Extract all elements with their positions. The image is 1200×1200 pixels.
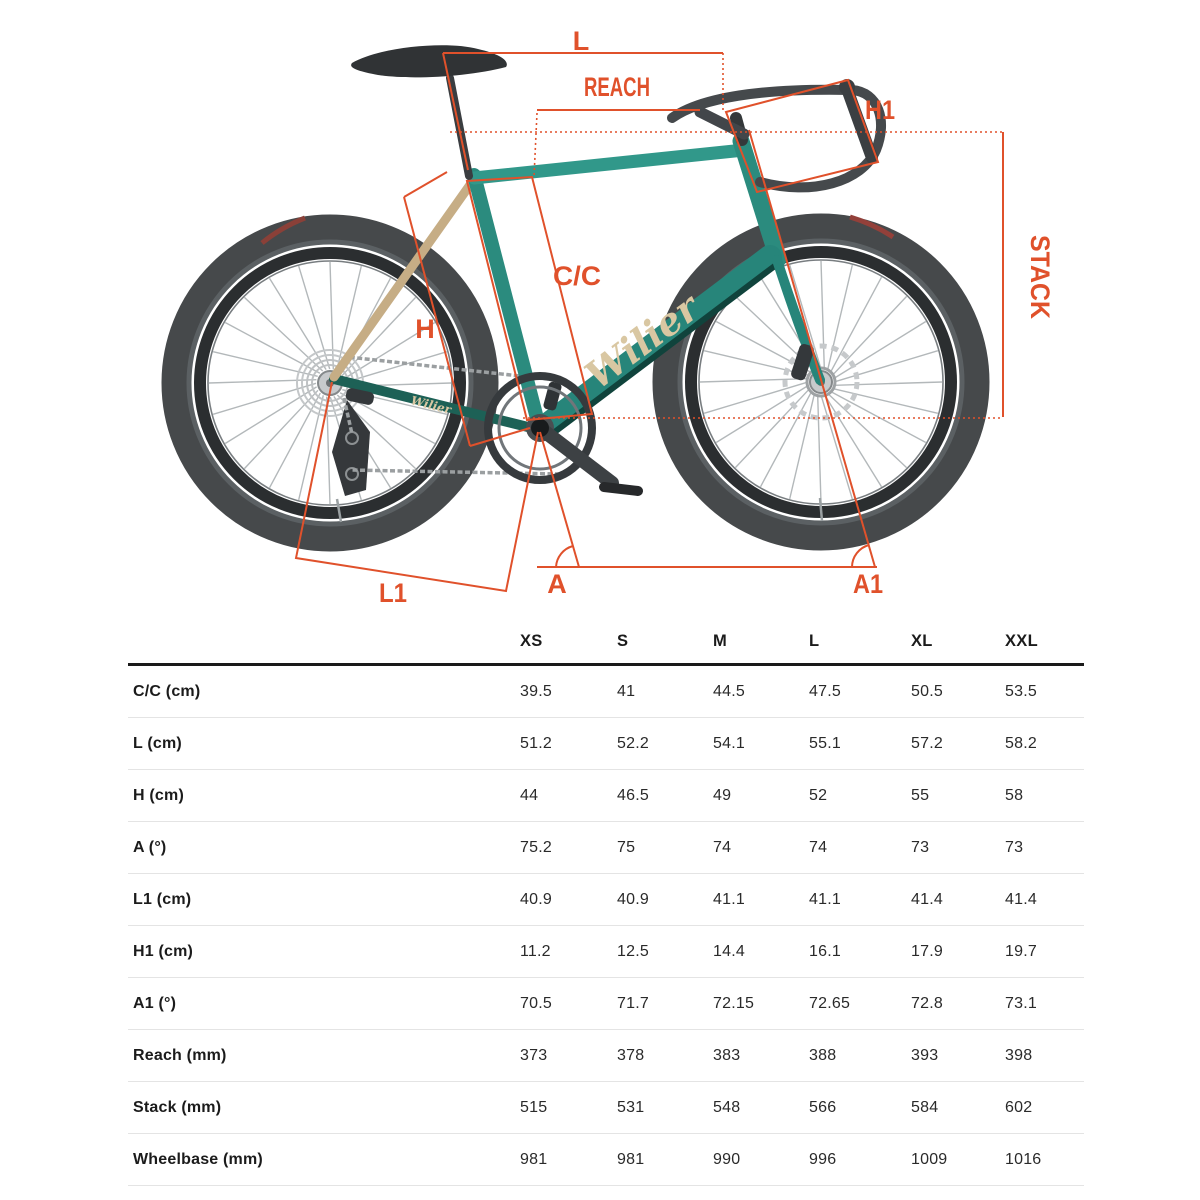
cell: 1016 [1005,1150,1042,1168]
cell: 19.7 [1005,942,1037,960]
cell: 72.15 [713,994,755,1012]
cell: 41.4 [911,890,943,908]
cell: 373 [520,1046,548,1064]
table-row [128,666,1084,718]
cell: 73 [1005,838,1024,856]
cell: 71.7 [617,994,649,1012]
downtube-brand-logo: Wilier [576,284,708,398]
cell: 1009 [911,1150,948,1168]
label-reach: REACH [584,72,650,102]
geometry-table [128,619,1084,1186]
cell: 46.5 [617,786,649,804]
cell: 981 [520,1150,548,1168]
cell: 11.2 [520,942,551,960]
table-row [128,1082,1084,1134]
cell: 17.9 [911,942,943,960]
table-row [128,926,1084,978]
table-row [128,874,1084,926]
cell: 515 [520,1098,548,1116]
label-stack: STACK [1025,235,1055,326]
table-row [128,718,1084,770]
cell: 16.1 [809,942,841,960]
label-a1: A1 [853,569,883,599]
h-tick [404,172,447,197]
cell: 72.65 [809,994,851,1012]
table-header-row [128,619,1084,663]
pedal [604,487,638,491]
cell: 74 [713,838,732,856]
label-a: A [547,569,567,599]
a1-angle-arc [852,545,869,567]
row-label: L1 (cm) [133,890,192,908]
cell: 378 [617,1046,645,1064]
cell: 566 [809,1098,837,1116]
table-row [128,978,1084,1030]
table-row [128,1134,1084,1186]
cell: 57.2 [911,734,943,752]
cell: 55 [911,786,930,804]
col-header-xl: XL [911,631,933,650]
row-label: Wheelbase (mm) [133,1150,263,1168]
col-header-m: M [713,631,728,650]
cell: 58.2 [1005,734,1037,752]
cell: 40.9 [617,890,649,908]
cell: 53.5 [1005,682,1037,700]
cell: 40.9 [520,890,552,908]
cell: 72.8 [911,994,943,1012]
table-row [128,1030,1084,1082]
cell: 14.4 [713,942,745,960]
cell: 44.5 [713,682,745,700]
col-header-l: L [809,631,820,650]
row-label: A (°) [133,838,167,856]
row-label: Reach (mm) [133,1046,227,1064]
cell: 388 [809,1046,837,1064]
cell: 74 [809,838,828,856]
row-label: H1 (cm) [133,942,194,960]
chainstay-brand-logo: Wilier [409,393,453,417]
cell: 58 [1005,786,1024,804]
col-header-s: S [617,631,629,650]
cell: 602 [1005,1098,1033,1116]
cell: 996 [809,1150,837,1168]
cell: 47.5 [809,682,841,700]
cell: 75.2 [520,838,552,856]
cell: 393 [911,1046,939,1064]
cell: 73 [911,838,930,856]
cell: 41.1 [713,890,745,908]
cell: 981 [617,1150,645,1168]
cell: 548 [713,1098,741,1116]
row-label: A1 (°) [133,994,177,1012]
cell: 52.2 [617,734,649,752]
cell: 531 [617,1098,645,1116]
cell: 75 [617,838,636,856]
cell: 52 [809,786,828,804]
table-row [128,822,1084,874]
cell: 990 [713,1150,741,1168]
cell: 55.1 [809,734,841,752]
cell: 44 [520,786,539,804]
table-row [128,770,1084,822]
row-label: C/C (cm) [133,682,201,700]
cell: 41.1 [809,890,841,908]
cell: 51.2 [520,734,552,752]
cell: 12.5 [617,942,649,960]
row-label: Stack (mm) [133,1098,222,1116]
cell: 41.4 [1005,890,1037,908]
cell: 70.5 [520,994,552,1012]
row-label: L (cm) [133,734,182,752]
cell: 383 [713,1046,741,1064]
cell: 49 [713,786,732,804]
cell: 39.5 [520,682,552,700]
label-h1: H1 [865,95,895,125]
label-l1: L1 [379,578,407,608]
a-angle-arc [556,546,573,567]
cell: 584 [911,1098,939,1116]
cell: 398 [1005,1046,1033,1064]
label-cc: C/C [553,261,601,291]
top-tube [474,150,744,178]
label-h: H [415,314,435,344]
col-header-xs: XS [520,631,543,650]
cell: 54.1 [713,734,745,752]
row-label: H (cm) [133,786,184,804]
cell: 41 [617,682,636,700]
cell: 73.1 [1005,994,1037,1012]
col-header-xxl: XXL [1005,631,1038,650]
cell: 50.5 [911,682,943,700]
saddle [351,45,507,77]
label-l: L [572,26,590,56]
